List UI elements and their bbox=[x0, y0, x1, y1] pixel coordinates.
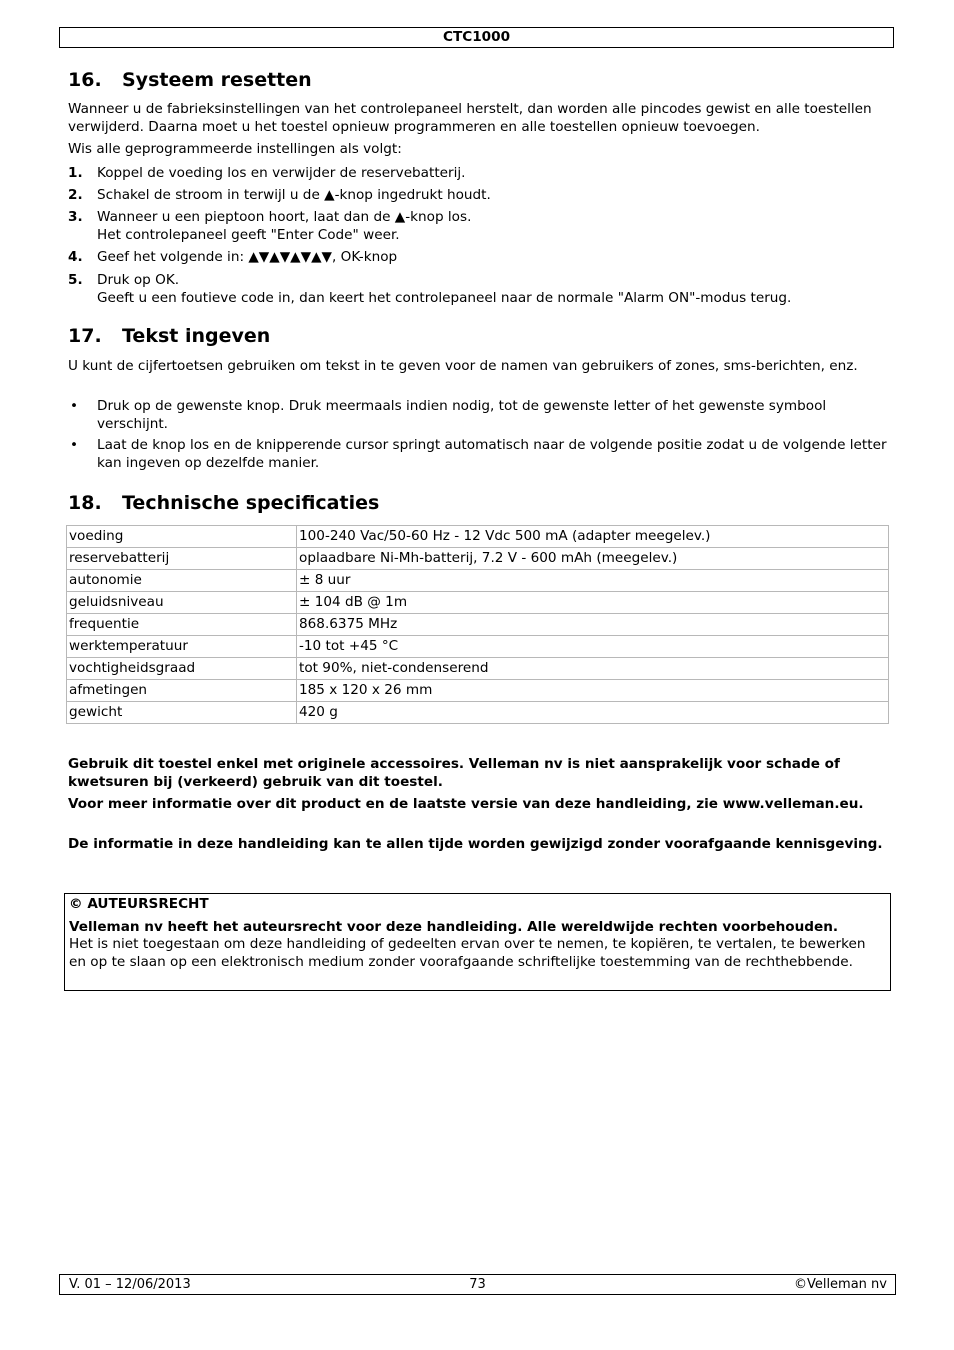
spec-value: tot 90%, niet-condenserend bbox=[297, 658, 889, 680]
step-text: Geef het volgende in: ▲▼▲▼▲▼▲▼, OK-knop bbox=[97, 249, 398, 265]
section-16-number: 16. bbox=[68, 69, 102, 91]
notice-accessories: Gebruik dit toestel enkel met originele accessoires. Velleman nv is niet aansprakelijk voor schade of kwetsuren bij (verkeerd) gebruik van dit toestel. bbox=[68, 756, 840, 790]
bullet-icon: • bbox=[70, 398, 79, 414]
section-17-heading bbox=[68, 325, 270, 347]
table-row bbox=[67, 548, 889, 570]
step-number: 3. bbox=[68, 209, 83, 225]
table-row bbox=[67, 680, 889, 702]
section-16-intro: Wanneer u de fabrieksinstellingen van het controlepaneel herstelt, dan worden alle pincodes gewist en alle toestellen verwijderd. Daarna moet u het toestel opnieuw programmeren en alle toestellen opnieuw toevoegen. bbox=[68, 101, 872, 135]
copyright-heading: © AUTEURSRECHT bbox=[69, 896, 209, 912]
copyright-statement: Velleman nv heeft het auteursrecht voor deze handleiding. Alle wereldwijde rechten voorbehouden. bbox=[69, 918, 839, 935]
section-18-heading bbox=[68, 492, 379, 514]
step-number: 4. bbox=[68, 249, 83, 265]
spec-key: reservebatterij bbox=[67, 548, 297, 570]
section-16-heading bbox=[68, 69, 312, 91]
spec-value: 100-240 Vac/50-60 Hz - 12 Vdc 500 mA (adapter meegelev.) bbox=[297, 526, 889, 548]
spec-value: 185 x 120 x 26 mm bbox=[297, 680, 889, 702]
footer-page-number: 73 bbox=[469, 1277, 486, 1292]
table-row bbox=[67, 570, 889, 592]
table-row bbox=[67, 658, 889, 680]
specs-table bbox=[66, 525, 889, 724]
spec-key: afmetingen bbox=[67, 680, 297, 702]
page-footer bbox=[59, 1274, 896, 1295]
spec-value: 420 g bbox=[297, 702, 889, 724]
spec-value: oplaadbare Ni-Mh-batterij, 7.2 V - 600 mAh (meegelev.) bbox=[297, 548, 889, 570]
step-number: 1. bbox=[68, 165, 83, 181]
step-text-continued: Geeft u een foutieve code in, dan keert het controlepaneel naar de normale "Alarm ON"-modus terug. bbox=[97, 290, 792, 306]
notice-more-info: Voor meer informatie over dit product en de laatste versie van deze handleiding, zie www.velleman.eu. bbox=[68, 796, 864, 812]
bullet-text: Druk op de gewenste knop. Druk meermaals indien nodig, tot de gewenste letter of het gewenste symbool verschijnt. bbox=[97, 398, 827, 432]
table-row bbox=[67, 614, 889, 636]
step-text: Schakel de stroom in terwijl u de ▲-knop ingedrukt houdt. bbox=[97, 187, 491, 203]
header-title: CTC1000 bbox=[442, 29, 511, 45]
spec-key: geluidsniveau bbox=[67, 592, 297, 614]
section-17-intro: U kunt de cijfertoetsen gebruiken om tekst in te geven voor de namen van gebruikers of zones, sms-berichten, enz. bbox=[68, 358, 858, 374]
spec-key: frequentie bbox=[67, 614, 297, 636]
table-row bbox=[67, 702, 889, 724]
section-18-number: 18. bbox=[68, 492, 102, 514]
footer-brand: ©Velleman nv bbox=[793, 1277, 887, 1292]
step-number: 5. bbox=[68, 272, 83, 288]
step-number: 2. bbox=[68, 187, 83, 203]
table-row bbox=[67, 636, 889, 658]
footer-version: V. 01 – 12/06/2013 bbox=[69, 1277, 191, 1292]
bullet-icon: • bbox=[70, 437, 79, 453]
section-16-lead: Wis alle geprogrammeerde instellingen als volgt: bbox=[68, 141, 402, 157]
table-row bbox=[67, 526, 889, 548]
section-16-title: Systeem resetten bbox=[122, 69, 312, 91]
spec-value: 868.6375 MHz bbox=[297, 614, 889, 636]
section-18-title: Technische specificaties bbox=[122, 492, 380, 514]
step-text-continued: Het controlepaneel geeft "Enter Code" weer. bbox=[97, 227, 400, 243]
table-row bbox=[67, 592, 889, 614]
spec-key: werktemperatuur bbox=[67, 636, 297, 658]
notice-changes: De informatie in deze handleiding kan te allen tijde worden gewijzigd zonder voorafgaande kennisgeving. bbox=[68, 836, 883, 852]
spec-value: -10 tot +45 °C bbox=[297, 636, 889, 658]
step-text: Druk op OK. bbox=[97, 272, 180, 288]
copyright-text: Het is niet toegestaan om deze handleiding of gedeelten ervan over te nemen, te kopiëren, te vertalen, te bewerken en op te slaan op een elektronisch medium zonder voorafgaande schriftelijke toestemming van de rechthebbende. bbox=[69, 936, 866, 970]
step-text: Koppel de voeding los en verwijder de reservebatterij. bbox=[97, 165, 466, 181]
page-header bbox=[59, 27, 894, 48]
copyright-box bbox=[64, 893, 891, 991]
bullet-text: Laat de knop los en de knipperende cursor springt automatisch naar de volgende positie zodat u de volgende letter kan ingeven op dezelfde manier. bbox=[97, 437, 887, 471]
spec-key: gewicht bbox=[67, 702, 297, 724]
section-17-number: 17. bbox=[68, 325, 102, 347]
spec-key: autonomie bbox=[67, 570, 297, 592]
section-17-title: Tekst ingeven bbox=[122, 325, 271, 347]
spec-value: ± 104 dB @ 1m bbox=[297, 592, 889, 614]
spec-key: voeding bbox=[67, 526, 297, 548]
step-text: Wanneer u een pieptoon hoort, laat dan de ▲-knop los. bbox=[97, 209, 472, 225]
spec-key: vochtigheidsgraad bbox=[67, 658, 297, 680]
spec-value: ± 8 uur bbox=[297, 570, 889, 592]
